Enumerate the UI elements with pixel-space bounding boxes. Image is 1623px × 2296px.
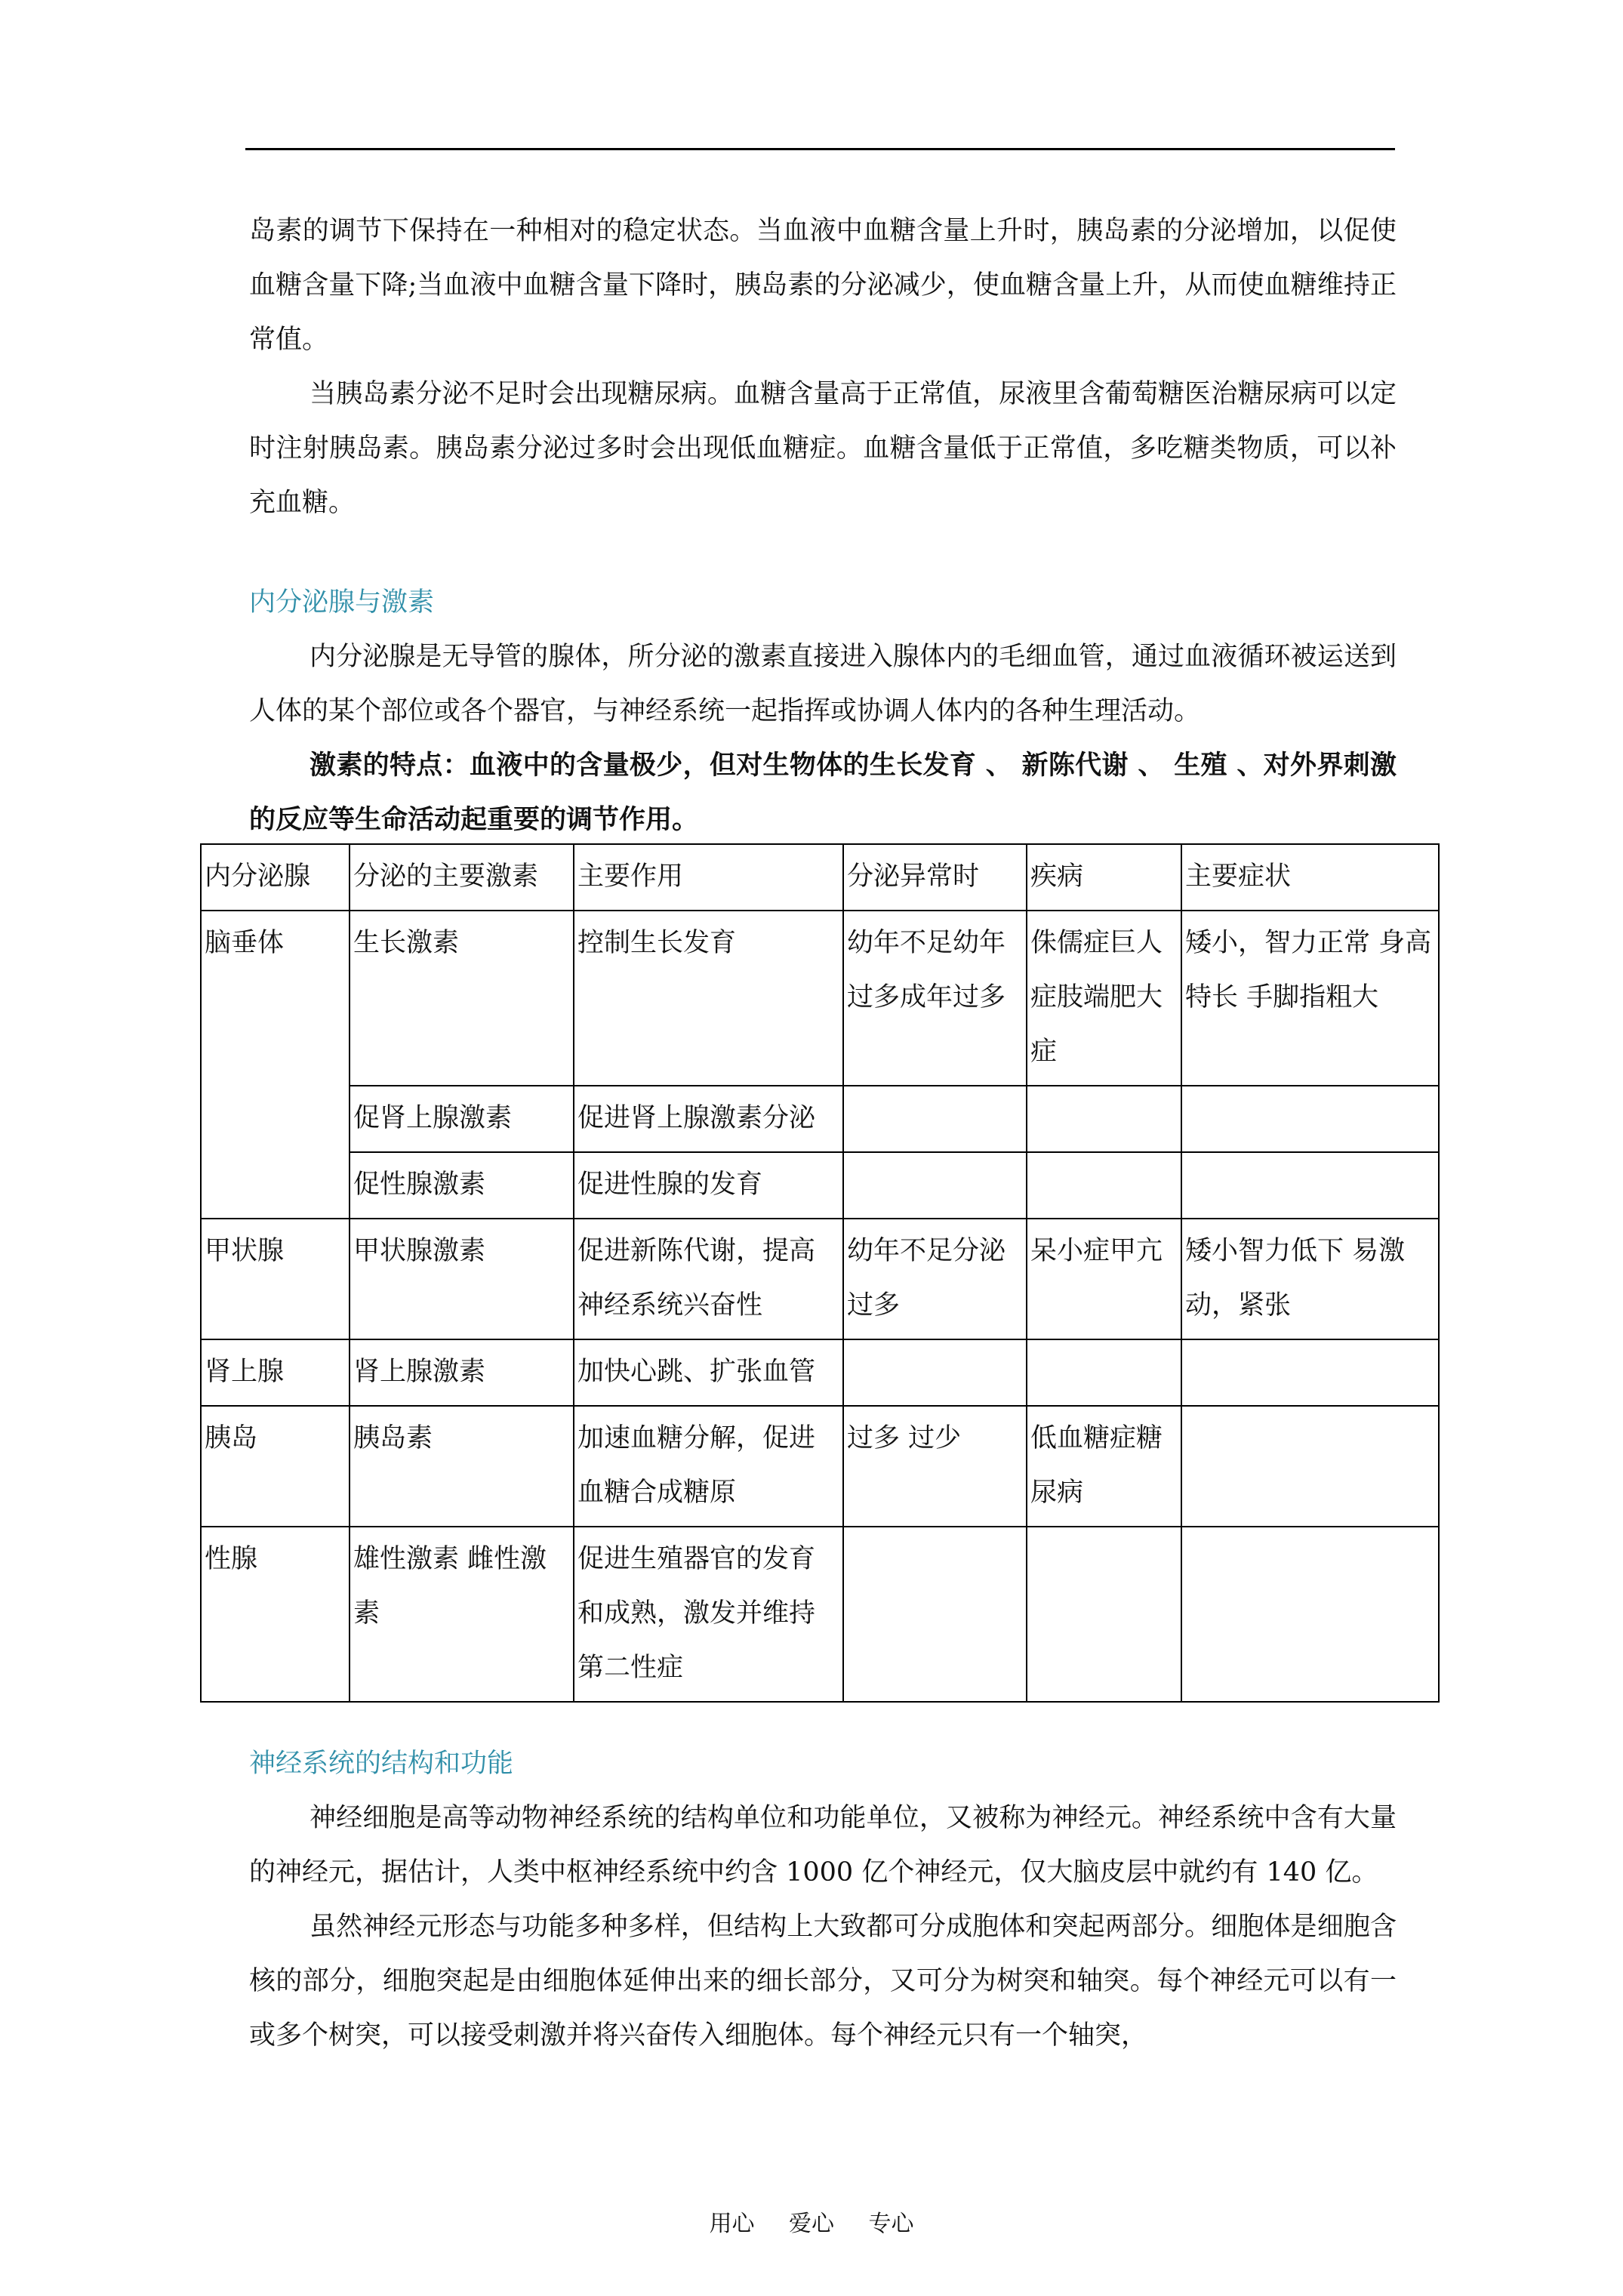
endocrine-table [200, 843, 1440, 1703]
paragraph-diabetes: 当胰岛素分泌不足时会出现糖尿病。血糖含量高于正常值，尿液里含葡萄糖医治糖尿病可以定时注射胰岛素。胰岛素分泌过多时会出现低血糖症。血糖含量低于正常值，多吃糖类物质，可以补充血糖。 [249, 379, 1397, 518]
table-cell: 幼年不足分泌过多 [843, 1219, 1027, 1339]
table-cell [843, 1086, 1027, 1152]
table-cell: 加快心跳、扩张血管 [574, 1339, 843, 1406]
footer-text: 用心 [709, 2211, 755, 2237]
table-cell-gland: 肾上腺 [201, 1339, 350, 1406]
table-header-row [201, 844, 1439, 911]
table-cell [1181, 1406, 1439, 1527]
table-row [201, 1152, 1439, 1219]
table-header-cell: 主要作用 [574, 844, 843, 911]
table-header-cell: 内分泌腺 [201, 844, 350, 911]
footer-text: 专心 [868, 2211, 914, 2237]
table-cell: 控制生长发育 [574, 911, 843, 1086]
table-cell: 加速血糖分解，促进血糖合成糖原 [574, 1406, 843, 1527]
table-cell [843, 1152, 1027, 1219]
table-row [201, 1219, 1439, 1339]
section-heading-endocrine: 内分泌腺与激素 [249, 587, 435, 618]
table-cell: 促进生殖器官的发育和成熟，激发并维持第二性症 [574, 1527, 843, 1702]
paragraph-neuron-structure: 虽然神经元形态与功能多种多样，但结构上大致都可分成胞体和突起两部分。细胞体是细胞含核的部分，细胞突起是由细胞体延伸出来的细长部分，又可分为树突和轴突。每个神经元可以有一或多个树突，可以接受刺激并将兴奋传入细胞体。每个神经元只有一个轴突， [249, 1912, 1397, 2051]
table-row [201, 911, 1439, 1086]
table-cell: 矮小，智力正常 身高特长 手脚指粗大 [1181, 911, 1439, 1086]
table-row [201, 1406, 1439, 1527]
footer-text: 爱心 [789, 2211, 834, 2237]
table-header-cell: 疾病 [1027, 844, 1181, 911]
table-cell: 侏儒症巨人症肢端肥大症 [1027, 911, 1181, 1086]
page-footer [0, 2205, 1623, 2238]
table-cell: 促进新陈代谢，提高神经系统兴奋性 [574, 1219, 843, 1339]
section-heading-nervous-system: 神经系统的结构和功能 [249, 1749, 514, 1779]
table-header-cell: 主要症状 [1181, 844, 1439, 911]
table-cell: 胰岛素 [350, 1406, 574, 1527]
table-row [201, 1527, 1439, 1702]
table-cell: 幼年不足幼年过多成年过多 [843, 911, 1027, 1086]
table-cell: 肾上腺激素 [350, 1339, 574, 1406]
table-cell [1027, 1339, 1181, 1406]
table-cell: 促进肾上腺激素分泌 [574, 1086, 843, 1152]
table-cell [1181, 1339, 1439, 1406]
paragraph-hormone-features: 激素的特点：血液中的含量极少，但对生物体的生长发育 、 新陈代谢 、 生殖 、对外界刺激的反应等生命活动起重要的调节作用。 [249, 750, 1397, 835]
table-row [201, 1339, 1439, 1406]
table-cell: 生长激素 [350, 911, 574, 1086]
table-cell [843, 1527, 1027, 1702]
table-cell [1181, 1527, 1439, 1702]
table-cell: 矮小智力低下 易激动，紧张 [1181, 1219, 1439, 1339]
table-cell: 过多 过少 [843, 1406, 1027, 1527]
table-cell: 促性腺激素 [350, 1152, 574, 1219]
table-cell: 促进性腺的发育 [574, 1152, 843, 1219]
table-cell: 呆小症甲亢 [1027, 1219, 1181, 1339]
table-cell-gland: 性腺 [201, 1527, 350, 1702]
table-cell [843, 1339, 1027, 1406]
top-content [249, 204, 1397, 847]
table-row [201, 1086, 1439, 1152]
header-rule [245, 148, 1395, 150]
table-cell [1027, 1527, 1181, 1702]
table-cell [1027, 1152, 1181, 1219]
table-header-cell: 分泌异常时 [843, 844, 1027, 911]
table-cell [1181, 1152, 1439, 1219]
table-header-cell: 分泌的主要激素 [350, 844, 574, 911]
table-cell: 低血糖症糖尿病 [1027, 1406, 1181, 1527]
table-cell-gland: 甲状腺 [201, 1219, 350, 1339]
table-cell [1027, 1086, 1181, 1152]
paragraph-endocrine-glands: 内分泌腺是无导管的腺体，所分泌的激素直接进入腺体内的毛细血管，通过血液循环被运送到人体的某个部位或各个器官，与神经系统一起指挥或协调人体内的各种生理活动。 [249, 642, 1397, 726]
table-cell [1181, 1086, 1439, 1152]
table-cell: 甲状腺激素 [350, 1219, 574, 1339]
table-cell-gland: 脑垂体 [201, 911, 350, 1219]
paragraph-neuron-count: 神经细胞是高等动物神经系统的结构单位和功能单位，又被称为神经元。神经系统中含有大量的神经元，据估计，人类中枢神经系统中约含 1000 亿个神经元，仅大脑皮层中就约有 140 亿。 [249, 1803, 1397, 1888]
table-cell: 促肾上腺激素 [350, 1086, 574, 1152]
table-cell-gland: 胰岛 [201, 1406, 350, 1527]
table-cell: 雄性激素 雌性激素 [350, 1527, 574, 1702]
paragraph-insulin-regulation: 岛素的调节下保持在一种相对的稳定状态。当血液中血糖含量上升时，胰岛素的分泌增加，以促使血糖含量下降;当血液中血糖含量下降时，胰岛素的分泌减少，使血糖含量上升，从而使血糖维持正常值。 [249, 216, 1397, 355]
bottom-content [249, 1737, 1397, 2063]
